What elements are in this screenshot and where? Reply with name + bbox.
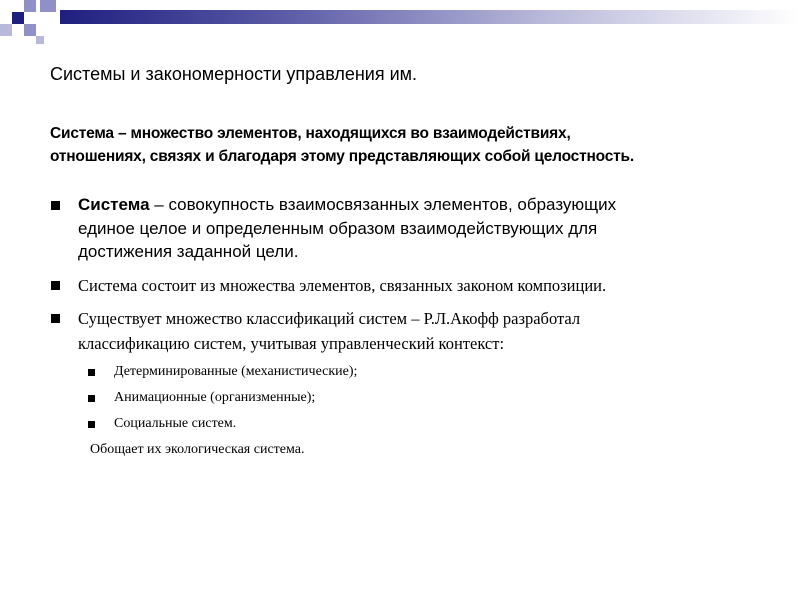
decor-square xyxy=(36,36,44,44)
decor-square xyxy=(24,24,36,36)
bullet-list xyxy=(48,193,748,460)
list-item-line: единое целое и определенным образом взаимодействующих для xyxy=(78,218,598,238)
sub-list-item xyxy=(48,362,748,382)
list-item-text: Система состоит из множества элементов, связанных законом композиции. xyxy=(78,275,607,295)
sub-list-item xyxy=(48,414,748,434)
list-item xyxy=(48,306,748,356)
square-bullet-icon xyxy=(51,201,60,210)
list-item xyxy=(48,193,748,264)
sub-list-item-text: Социальные систем. xyxy=(114,415,237,431)
header-gradient-bar xyxy=(60,10,800,24)
header-decoration xyxy=(0,0,800,50)
list-item-line: Существует множество классификаций систем – Р.Л.Акофф разработал xyxy=(78,308,581,328)
definition-block xyxy=(50,122,770,168)
decor-square xyxy=(24,0,36,12)
list-item-line: достижения заданной цели. xyxy=(78,242,299,261)
sub-list-item xyxy=(48,388,748,408)
slide-title: Системы и закономерности управления им. xyxy=(50,64,418,84)
square-bullet-icon xyxy=(51,314,60,323)
square-bullet-icon xyxy=(88,421,95,428)
square-bullet-icon xyxy=(88,395,95,402)
closing-note: Обощает их экологическая система. xyxy=(90,441,305,457)
list-item xyxy=(48,273,748,298)
definition-line: отношениях, связях и благодаря этому представляющих собой целостность. xyxy=(50,148,634,165)
decor-square xyxy=(40,0,56,12)
decor-square xyxy=(0,24,12,36)
sub-list-item-text: Анимационные (организменные); xyxy=(114,389,316,405)
square-bullet-icon xyxy=(51,281,60,290)
sub-list-item-text: Детерминированные (механистические); xyxy=(114,363,358,379)
list-item-line: классификацию систем, учитывая управленческий контекст: xyxy=(78,333,505,353)
list-item-text: – совокупность взаимосвязанных элементов, образующих xyxy=(149,195,617,214)
term-label: Система xyxy=(78,195,150,214)
decor-square xyxy=(12,12,24,24)
square-bullet-icon xyxy=(88,369,95,376)
definition-line: Система – множество элементов, находящихся во взаимодействиях, xyxy=(50,125,571,142)
list-item-line xyxy=(78,193,748,217)
